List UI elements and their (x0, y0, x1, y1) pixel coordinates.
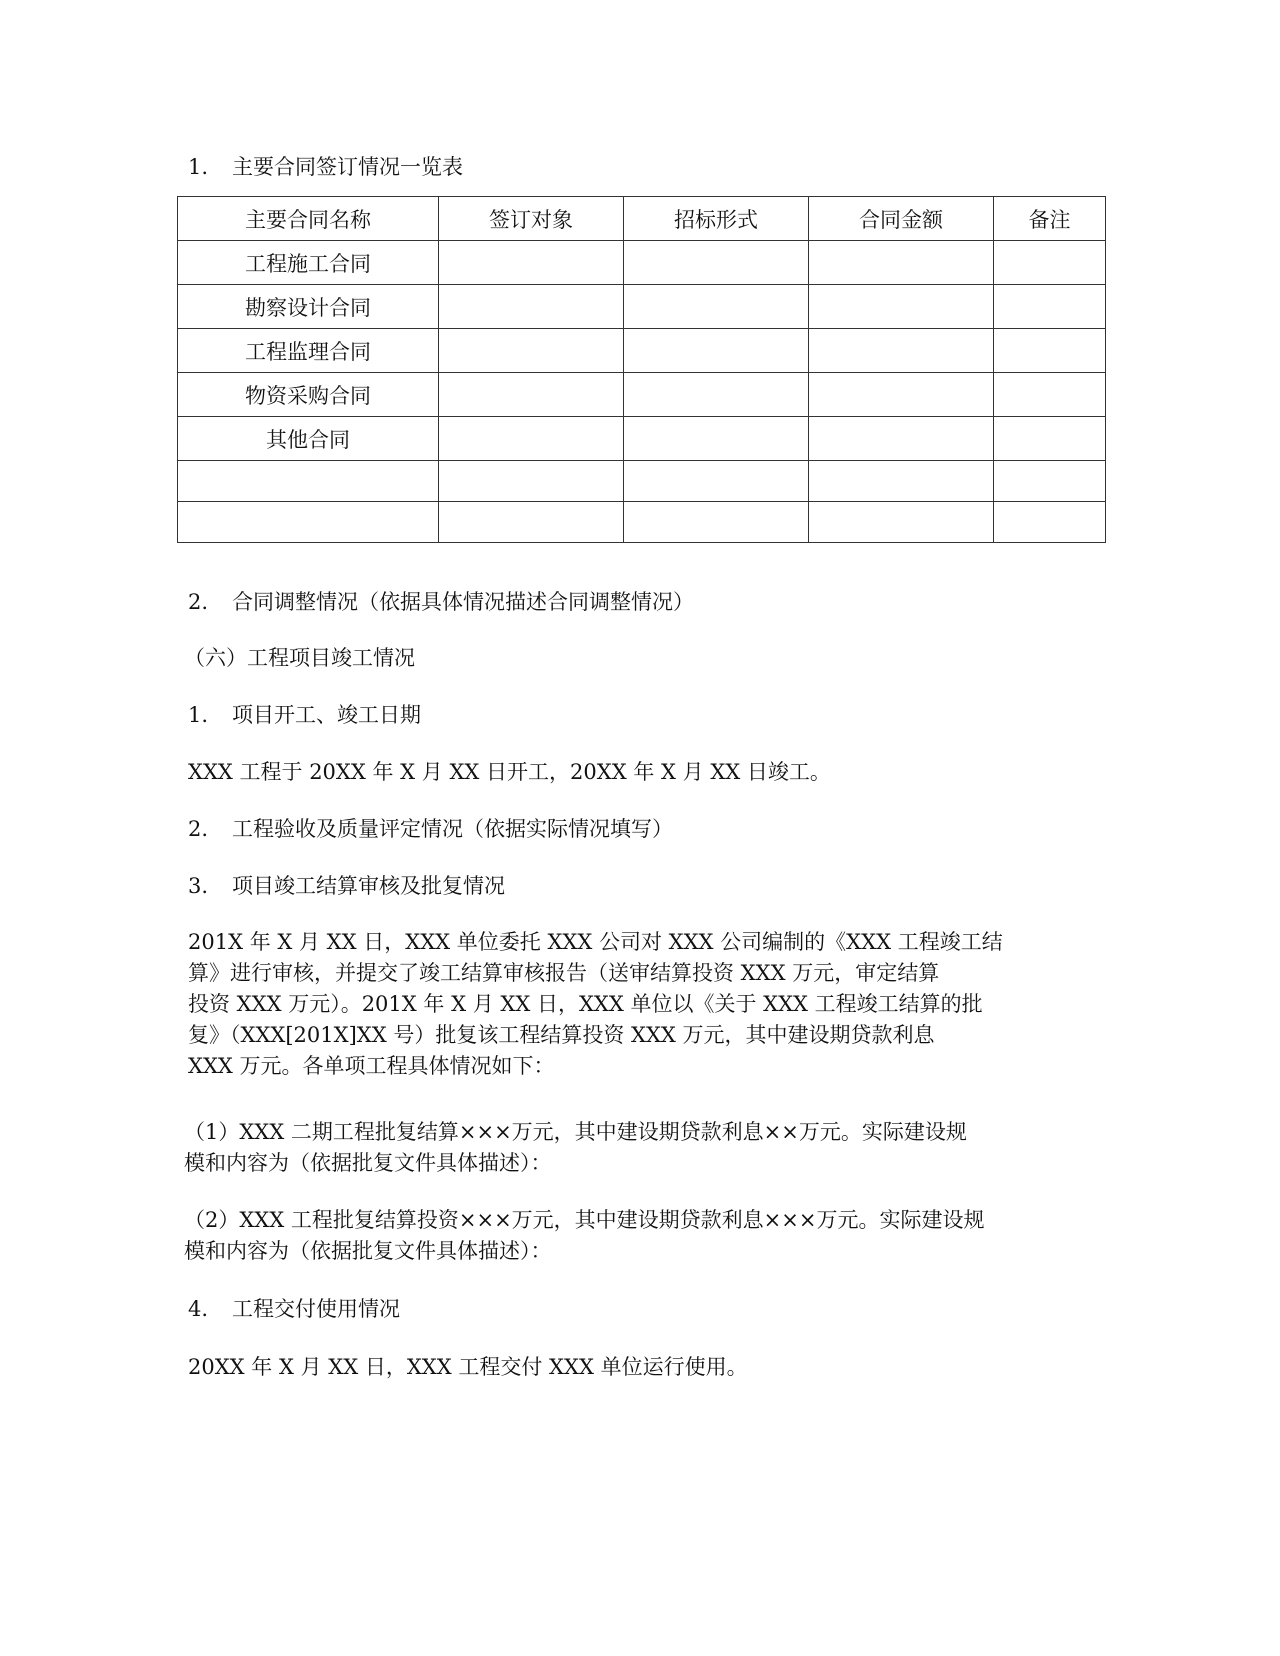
paragraph-line: 模和内容为（依据批复文件具体描述）： (184, 1151, 552, 1175)
table-cell (994, 285, 1106, 329)
paragraph-line: 复》（XXX[201X]XX 号）批复该工程结算投资 XXX 万元，其中建设期贷款利息 (188, 1023, 935, 1047)
table-cell (994, 329, 1106, 373)
table-cell (994, 417, 1106, 461)
table-cell (178, 502, 439, 543)
settlement-paragraph (188, 927, 1098, 1082)
section-title: 合同调整情况（依据具体情况描述合同调整情况） (232, 590, 694, 614)
paragraph-line: 算》进行审核，并提交了竣工结算审核报告（送审结算投资 XXX 万元，审定结算 (188, 961, 940, 985)
table-cell (624, 373, 809, 417)
paragraph-line: （1）XXX 二期工程批复结算×××万元，其中建设期贷款利息××万元。实际建设规 (184, 1120, 967, 1144)
table-cell (809, 329, 994, 373)
section-heading-contract-adjustment (188, 587, 694, 617)
table-cell (439, 417, 624, 461)
table-cell (994, 241, 1106, 285)
table-header-row (178, 197, 1106, 241)
chapter-heading: （六）工程项目竣工情况 (184, 646, 415, 670)
sub-item-2-paragraph (184, 1205, 1094, 1267)
table-cell (439, 329, 624, 373)
table-cell (178, 461, 439, 502)
item-heading-dates (188, 700, 421, 730)
table-cell (809, 417, 994, 461)
contract-table (177, 196, 1106, 543)
item-heading-settlement (188, 871, 505, 901)
paragraph-line: 模和内容为（依据批复文件具体描述）： (184, 1239, 552, 1263)
table-cell (809, 241, 994, 285)
sub-item-1-paragraph (184, 1117, 1094, 1179)
item-title: 工程验收及质量评定情况（依据实际情况填写） (232, 817, 673, 841)
table-cell: 工程监理合同 (178, 329, 439, 373)
table-cell (809, 461, 994, 502)
table-cell (809, 502, 994, 543)
item-title: 项目开工、竣工日期 (232, 703, 421, 727)
table-cell (624, 461, 809, 502)
item-number: 2. (188, 817, 209, 841)
table-cell (994, 373, 1106, 417)
table-cell (624, 241, 809, 285)
header-contract-amount: 合同金额 (809, 197, 994, 241)
table-row (178, 241, 1106, 285)
item-heading-acceptance (188, 814, 673, 844)
table-cell (439, 502, 624, 543)
table-row (178, 461, 1106, 502)
paragraph-line: 201X 年 X 月 XX 日，XXX 单位委托 XXX 公司对 XXX 公司编制的《XXX 工程竣工结 (188, 930, 1003, 954)
paragraph-line: XXX 万元。各单项工程具体情况如下： (188, 1054, 555, 1078)
item-number: 4. (188, 1297, 209, 1321)
table-row (178, 417, 1106, 461)
item-title: 工程交付使用情况 (232, 1297, 400, 1321)
item-number: 3. (188, 874, 209, 898)
table-cell: 勘察设计合同 (178, 285, 439, 329)
table-cell (439, 241, 624, 285)
table-cell (624, 329, 809, 373)
table-row (178, 373, 1106, 417)
header-contract-name: 主要合同名称 (178, 197, 439, 241)
table-cell: 物资采购合同 (178, 373, 439, 417)
table-cell (439, 461, 624, 502)
table-cell (624, 285, 809, 329)
table-cell (994, 461, 1106, 502)
table-cell: 其他合同 (178, 417, 439, 461)
table-cell (809, 373, 994, 417)
header-remarks: 备注 (994, 197, 1106, 241)
table-cell (439, 373, 624, 417)
item-number: 1. (188, 703, 209, 727)
header-counterparty: 签订对象 (439, 197, 624, 241)
item-title: 项目竣工结算审核及批复情况 (232, 874, 505, 898)
table-cell (439, 285, 624, 329)
item-heading-handover (188, 1294, 400, 1324)
header-bidding-form: 招标形式 (624, 197, 809, 241)
table-cell (624, 502, 809, 543)
table-cell (994, 502, 1106, 543)
section-title: 主要合同签订情况一览表 (232, 155, 463, 179)
section-heading-contract-list (188, 152, 463, 182)
table-row (178, 502, 1106, 543)
paragraph-line: 投资 XXX 万元）。201X 年 X 月 XX 日，XXX 单位以《关于 XXX 工程竣工结算的批 (188, 992, 983, 1016)
table-row (178, 329, 1106, 373)
dates-text: XXX 工程于 20XX 年 X 月 XX 日开工，20XX 年 X 月 XX 日竣工。 (188, 760, 831, 784)
table-cell: 工程施工合同 (178, 241, 439, 285)
table-row (178, 285, 1106, 329)
section-number: 1. (188, 155, 209, 179)
paragraph-line: （2）XXX 工程批复结算投资×××万元，其中建设期贷款利息×××万元。实际建设规 (184, 1208, 985, 1232)
table-cell (809, 285, 994, 329)
section-number: 2. (188, 590, 209, 614)
table-cell (624, 417, 809, 461)
handover-text: 20XX 年 X 月 XX 日，XXX 工程交付 XXX 单位运行使用。 (188, 1355, 748, 1379)
